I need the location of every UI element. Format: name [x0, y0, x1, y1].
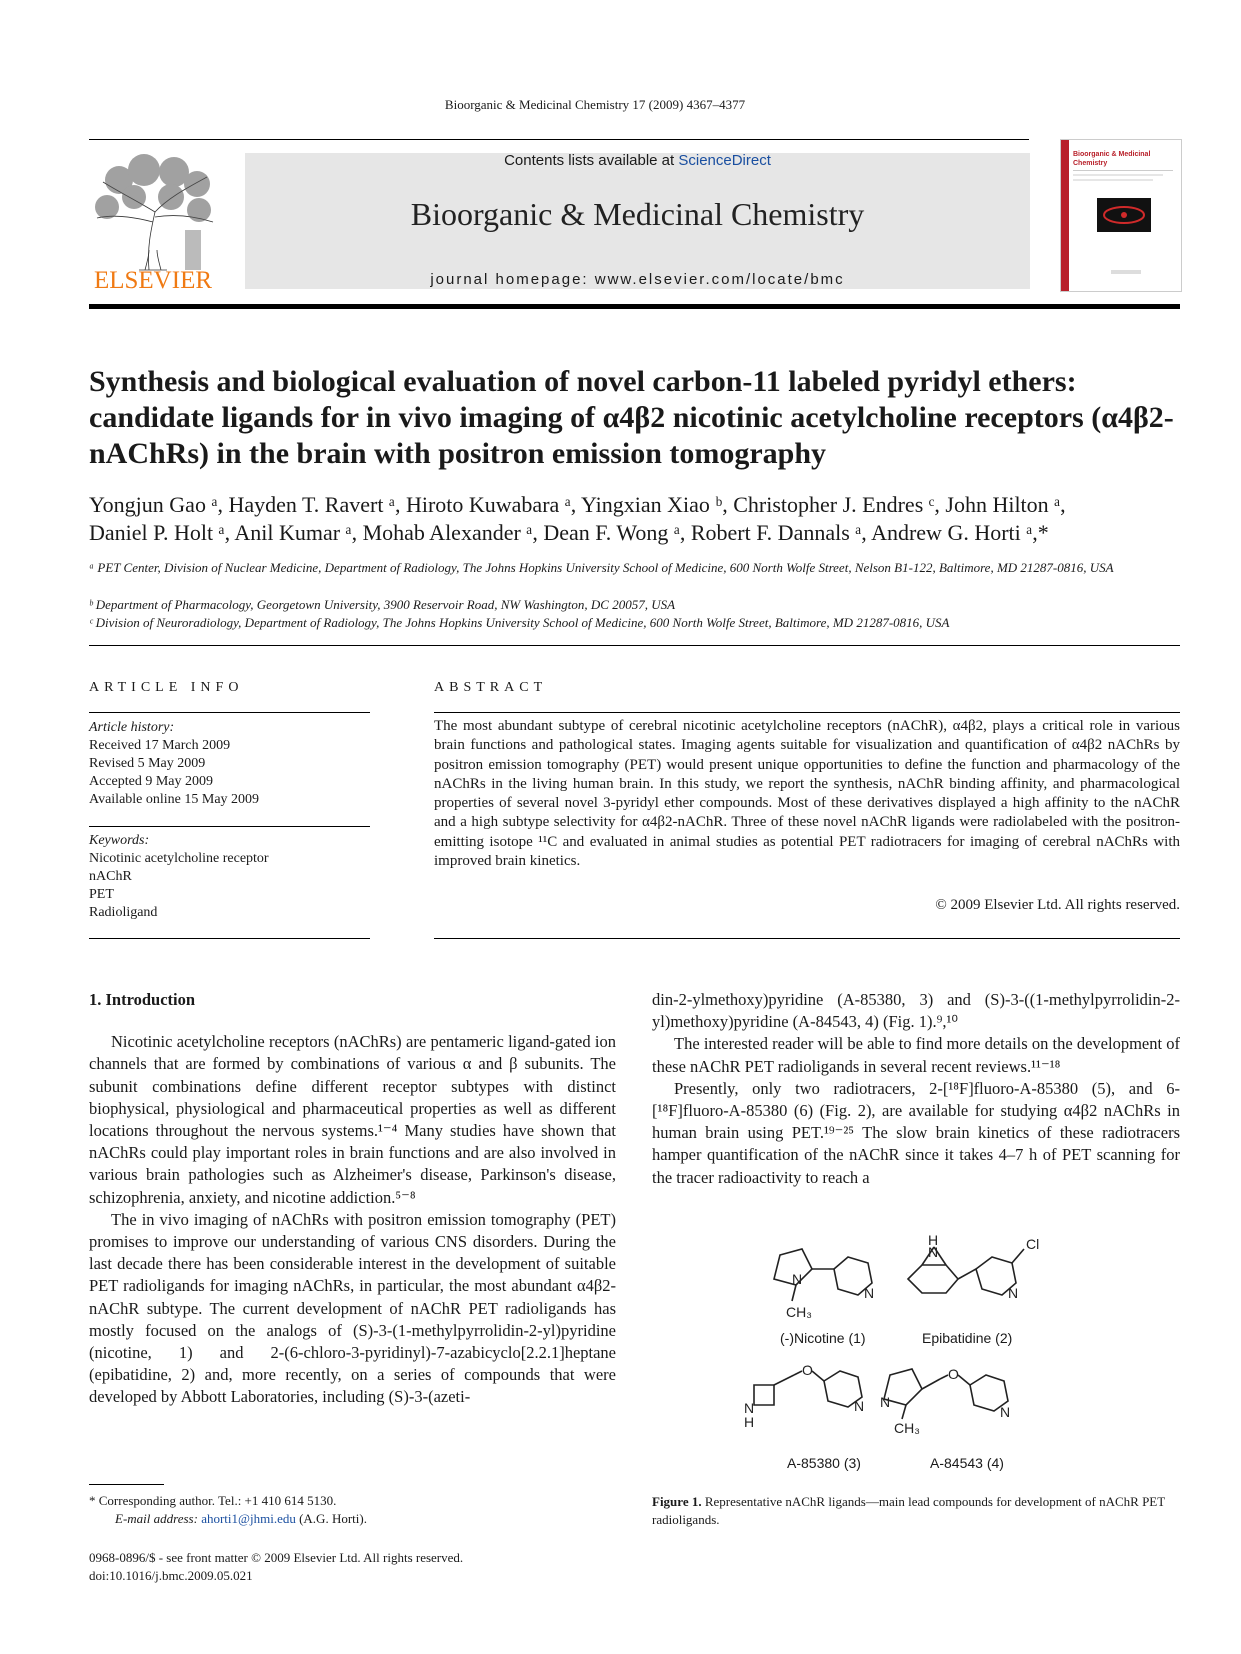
abstract-bottom-rule — [434, 938, 1180, 939]
intro-paragraph-2: The in vivo imaging of nAChRs with positron emission tomography (PET) promises to improve our understanding of various CNS disorders. During the last decade there has been considerable interest in the development of suitable PET radioligands for imaging nAChRs, in particular, the most abundant α4β2-nAChR subtype. The current development of nAChR PET radioligands has mostly focused on the analogs of (S)-3-(1-methylpyrrolidin-2-yl)pyridine (nicotine, 1) and 2-(6-chloro-3-pyridinyl)-7-azabicyclo[2.2.1]heptane (epibatidine, 2) and, more recently, on a series of compounds that were developed by Abbott Laboratories, including (S)-3-(azeti- — [89, 1209, 616, 1407]
epibatidine-cl: Cl — [1026, 1236, 1040, 1252]
publication-info — [89, 1549, 689, 1585]
affiliation-rule — [89, 645, 1180, 646]
email-suffix: (A.G. Horti). — [299, 1511, 367, 1526]
label-nicotine: (-)Nicotine (1) — [780, 1330, 866, 1346]
contents-prefix: Contents lists available at — [504, 152, 679, 169]
nicotine-n-atom: N — [792, 1271, 803, 1287]
body-right-column — [652, 989, 1180, 1189]
corresponding-author: * Corresponding author. Tel.: +1 410 614 5130. — [89, 1493, 337, 1508]
history-online: Available online 15 May 2009 — [89, 792, 260, 807]
email-label: E-mail address: — [115, 1511, 198, 1526]
a85380-pyridine-n: N — [854, 1398, 865, 1414]
article-info-heading: ARTICLE INFO — [89, 680, 244, 695]
right-paragraph-3: Presently, only two radiotracers, 2-[¹⁸F]fluoro-A-85380 (5), and 6-[¹⁸F]fluoro-A-85380 (6) (Fig. 2), are available for studying α4β2 nAChRs in human brain using PET.¹⁹⁻²⁵ The slow brain kinetics of these radiotracers hamper quantification of the nAChR since it takes 4–7 h of PET scanning for the tracer radioactivity to reach a — [652, 1078, 1180, 1187]
doi-line[interactable]: doi:10.1016/j.bmc.2009.05.021 — [89, 1568, 253, 1583]
a84543-n: N — [880, 1394, 891, 1410]
affiliation-a: ᵃ PET Center, Division of Nuclear Medicine, Department of Radiology, The Johns Hopkins University School of Medicine, 600 North Wolfe Street, Nelson B1-122, Baltimore, MD 21287-0816, USA — [89, 560, 1114, 575]
figure-1-structures — [740, 1235, 1160, 1475]
corresponding-author-footnote — [89, 1492, 616, 1528]
keywords-label: Keywords: — [89, 833, 150, 848]
epibatidine-n: N — [928, 1244, 939, 1260]
abstract-rule — [434, 712, 1180, 713]
masthead-thick-rule — [89, 304, 1180, 309]
keyword-item: nAChR — [89, 869, 132, 884]
intro-paragraph-1: Nicotinic acetylcholine receptors (nAChRs) are pentameric ligand-gated ion channels that are formed by combinations of various α and β subunits. The subunit combinations define different receptor subtypes with distinct biophysical, physiological and pharmaceutical properties as well as different locations throughout the nervous systems.¹⁻⁴ Many studies have shown that nAChRs could play important roles in brain functions and are also involved in various brain pathologies such as Alzheimer's disease, Parkinson's disease, schizophrenia, anxiety, and nicotine addiction.⁵⁻⁸ — [89, 1032, 616, 1207]
sciencedirect-link[interactable]: ScienceDirect — [678, 152, 771, 169]
abstract-text: The most abundant subtype of cerebral nicotinic acetylcholine receptors (nAChR), α4β2, plays a critical role in various brain functions and pathological states. Imaging agents suitable for visualization and quantification of α4β2 nAChRs by positron emission tomography (PET) would present unique opportunities to define the function and pharmacology of the nAChRs in the living human brain. In this study, we report the synthesis, nAChR binding affinity, and pharmacological properties of several novel 3-pyridyl ether compounds. Most of these derivatives displayed a high affinity to the nAChR and a high subtype selectivity for α4β2-nAChR. Three of these novel nAChR ligands were radiolabeled with the positron-emitting isotope ¹¹C and evaluated in animal studies as potential PET radiotracers for imaging of cerebral nAChRs with improved brain kinetics. — [434, 718, 1180, 870]
header-rule — [89, 139, 1029, 140]
right-paragraph-2: The interested reader will be able to find more details on the development of these nAChR PET radioligands in several recent reviews.¹¹⁻¹⁸ — [652, 1034, 1180, 1076]
a85380-h: H — [744, 1414, 755, 1430]
figure-1-caption — [652, 1493, 1182, 1529]
contents-line — [245, 152, 1030, 169]
article-title: Synthesis and biological evaluation of novel carbon-11 labeled pyridyl ethers: candidate ligands for in vivo imaging of α4β2 nicotinic acetylcholine receptors (α4β2-nAChRs) in the brain with positron emission tomography — [89, 365, 1174, 470]
author-list — [89, 491, 1189, 547]
journal-name: Bioorganic & Medicinal Chemistry — [410, 196, 865, 232]
a85380-nh: N — [744, 1400, 755, 1416]
cover-title-2: Chemistry — [1073, 160, 1108, 167]
journal-reference: Bioorganic & Medicinal Chemistry 17 (2009) 4367–4377 — [444, 97, 746, 112]
keywords-rule — [89, 826, 370, 827]
history-label: Article history: — [89, 720, 175, 735]
article-history — [89, 719, 370, 809]
body-left-column — [89, 989, 616, 1409]
nicotine-ch3: CH₃ — [786, 1304, 812, 1320]
email-link[interactable]: ahorti1@jhmi.edu — [201, 1511, 296, 1526]
journal-homepage[interactable]: journal homepage: www.elsevier.com/locate/bmc — [430, 271, 845, 288]
a85380-azetidine-ring — [754, 1385, 774, 1405]
a85380-o: O — [802, 1362, 813, 1378]
caption-text: Representative nAChR ligands—main lead compounds for development of nAChR PET radioligands. — [652, 1494, 1165, 1527]
a84543-o: O — [948, 1366, 959, 1382]
affiliation-c: ᶜ Division of Neuroradiology, Department of Radiology, The Johns Hopkins University School of Medicine, 600 North Wolfe Street, Baltimore, MD 21287-0816, USA — [89, 615, 950, 630]
issn-line: 0968-0896/$ - see front matter © 2009 Elsevier Ltd. All rights reserved. — [89, 1550, 464, 1565]
right-paragraph-1: din-2-ylmethoxy)pyridine (A-85380, 3) and (S)-3-((1-methylpyrrolidin-2-yl)methoxy)pyridine (A-84543, 4) (Fig. 1).⁹,¹⁰ — [652, 990, 1180, 1032]
article-info-bottom-rule — [89, 938, 370, 939]
epibatidine-bicyclic-ring — [908, 1265, 958, 1293]
a84543-pyridine-n: N — [1000, 1404, 1011, 1420]
epibatidine-nh: H — [928, 1235, 939, 1248]
label-a85380: A-85380 (3) — [787, 1455, 861, 1471]
history-revised: Revised 5 May 2009 — [89, 756, 206, 771]
elsevier-logo-text: ELSEVIER — [93, 267, 213, 294]
a84543-ch3: CH₃ — [894, 1420, 920, 1436]
keyword-item: Nicotinic acetylcholine receptor — [89, 851, 269, 866]
cover-image — [1061, 140, 1181, 291]
history-received: Received 17 March 2009 — [89, 738, 231, 753]
article-info-rule — [89, 712, 370, 713]
intro-heading: 1. Introduction — [89, 990, 196, 1009]
authors-line-2: Daniel P. Holt ᵃ, Anil Kumar ᵃ, Mohab Alexander ᵃ, Dean F. Wong ᵃ, Robert F. Dannals ᵃ, Andrew G. Horti ᵃ,* — [89, 520, 1049, 545]
keywords — [89, 832, 370, 922]
label-epibatidine: Epibatidine (2) — [922, 1330, 1013, 1346]
keyword-item: Radioligand — [89, 905, 158, 920]
keyword-item: PET — [89, 887, 114, 902]
epibatidine-pyridine-n: N — [1008, 1285, 1019, 1301]
footnote-rule — [89, 1484, 164, 1485]
caption-label: Figure 1. — [652, 1494, 702, 1509]
email-line — [89, 1510, 616, 1528]
abstract-heading: ABSTRACT — [434, 680, 548, 695]
affiliation-b: ᵇ Department of Pharmacology, Georgetown University, 3900 Reservoir Road, NW Washington, DC 20057, USA — [89, 597, 676, 612]
journal-cover — [1060, 139, 1182, 292]
authors-line-1: Yongjun Gao ᵃ, Hayden T. Ravert ᵃ, Hiroto Kuwabara ᵃ, Yingxian Xiao ᵇ, Christopher J. Endres ᶜ, John Hilton ᵃ, — [89, 492, 1066, 517]
cover-title-1: Bioorganic & Medicinal — [1073, 151, 1151, 158]
abstract-copyright: © 2009 Elsevier Ltd. All rights reserved. — [935, 897, 1180, 913]
nicotine-pyridine-n: N — [864, 1285, 875, 1301]
history-accepted: Accepted 9 May 2009 — [89, 774, 214, 789]
label-a84543: A-84543 (4) — [930, 1455, 1004, 1471]
